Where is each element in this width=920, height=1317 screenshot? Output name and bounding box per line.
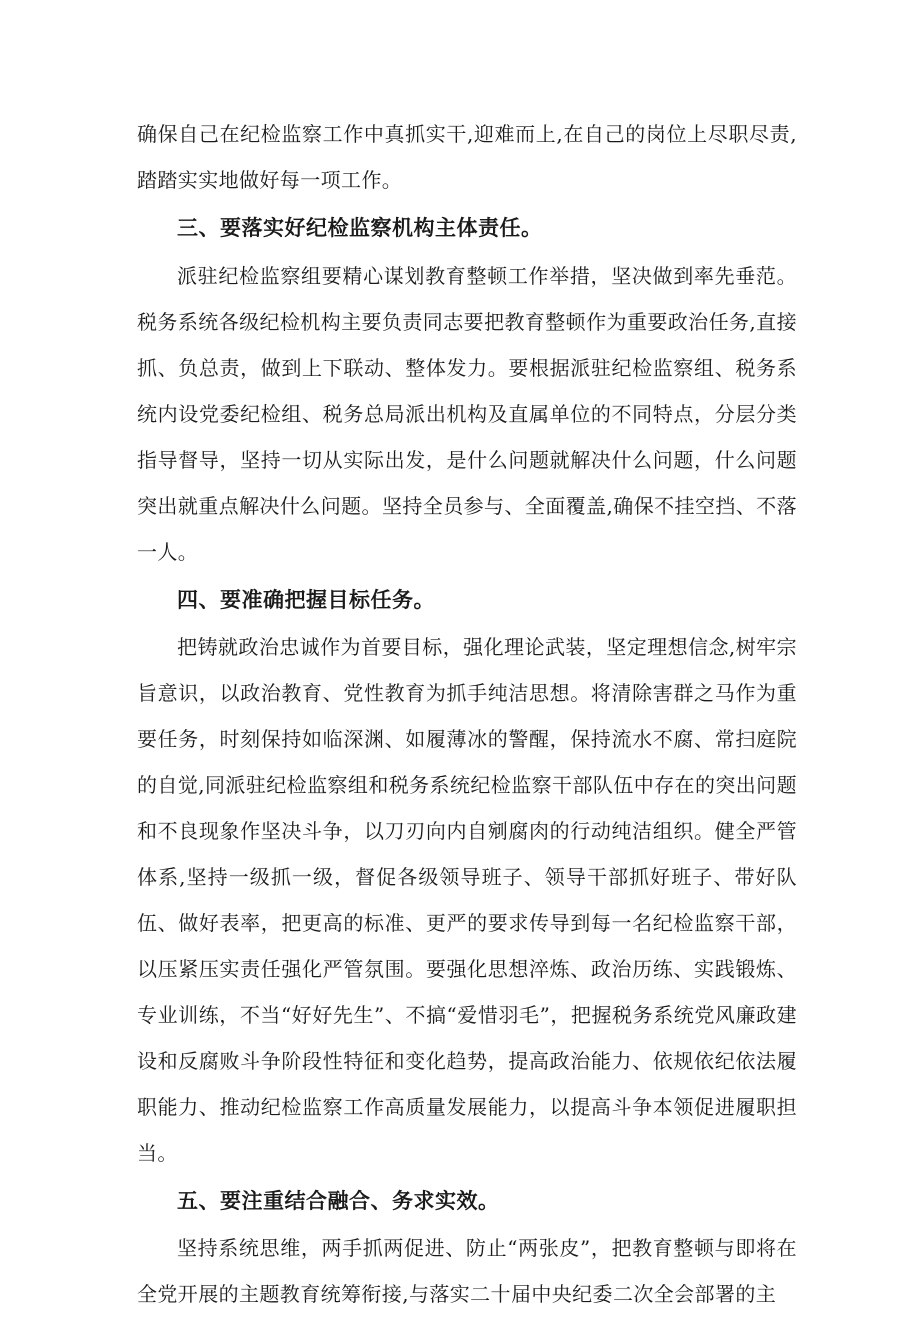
section-5-paragraph: 坚持系统思维，两手抓两促进、防止“两张皮”，把教育整顿与即将在全党开展的主题教育统筹衔接,与落实二十届中央纪委二次全会部署的主 [137, 1236, 797, 1306]
section-4-paragraph: 把铸就政治忠诚作为首要目标，强化理论武装，坚定理想信念,树牢宗旨意识，以政治教育、党性教育为抓手纯洁思想。将清除害群之马作为重要任务，时刻保持如临深渊、如履薄冰的警醒，保持流水不腐、常扫庭院的自觉,同派驻纪检监察组和税务系统纪检监察干部队伍中存在的突出问题和不良现象作坚决斗争，以刀刃向内自剜腐肉的行动纯洁组织。健全严管体系,坚持一级抓一级，督促各级领导班子、领导干部抓好班子、带好队伍、做好表率，把更高的标准、更严的要求传导到每一名纪检监察干部，以压紧压实责任强化严管氛围。要强化思想淬炼、政治历练、实践锻炼、专业训练，不当“好好先生”、不搞“爱惜羽毛”，把握税务系统党风廉政建设和反腐败斗争阶段性特征和变化趋势，提高政治能力、依规依纪依法履职能力、推动纪检监察工作高质量发展能力，以提高斗争本领促进履职担当。 [137, 635, 797, 1165]
continuation-paragraph: 确保自己在纪检监察工作中真抓实干,迎难而上,在自己的岗位上尽职尽责,踏踏实实地做好每一项工作。 [137, 122, 797, 192]
document-body [137, 111, 797, 1317]
section-4-heading: 四、要准确把握目标任务。 [177, 588, 435, 612]
section-3-paragraph: 派驻纪检监察组要精心谋划教育整顿工作举措，坚决做到率先垂范。税务系统各级纪检机构主要负责同志要把教育整顿作为重要政治任务,直接抓、负总责，做到上下联动、整体发力。要根据派驻纪检监察组、税务系统内设党委纪检组、税务总局派出机构及直属单位的不同特点，分层分类指导督导，坚持一切从实际出发，是什么问题就解决什么问题，什么问题突出就重点解决什么问题。坚持全员参与、全面覆盖,确保不挂空挡、不落一人。 [137, 264, 797, 564]
section-5-heading: 五、要注重结合融合、务求实效。 [177, 1189, 500, 1213]
section-3-heading: 三、要落实好纪检监察机构主体责任。 [177, 216, 543, 240]
